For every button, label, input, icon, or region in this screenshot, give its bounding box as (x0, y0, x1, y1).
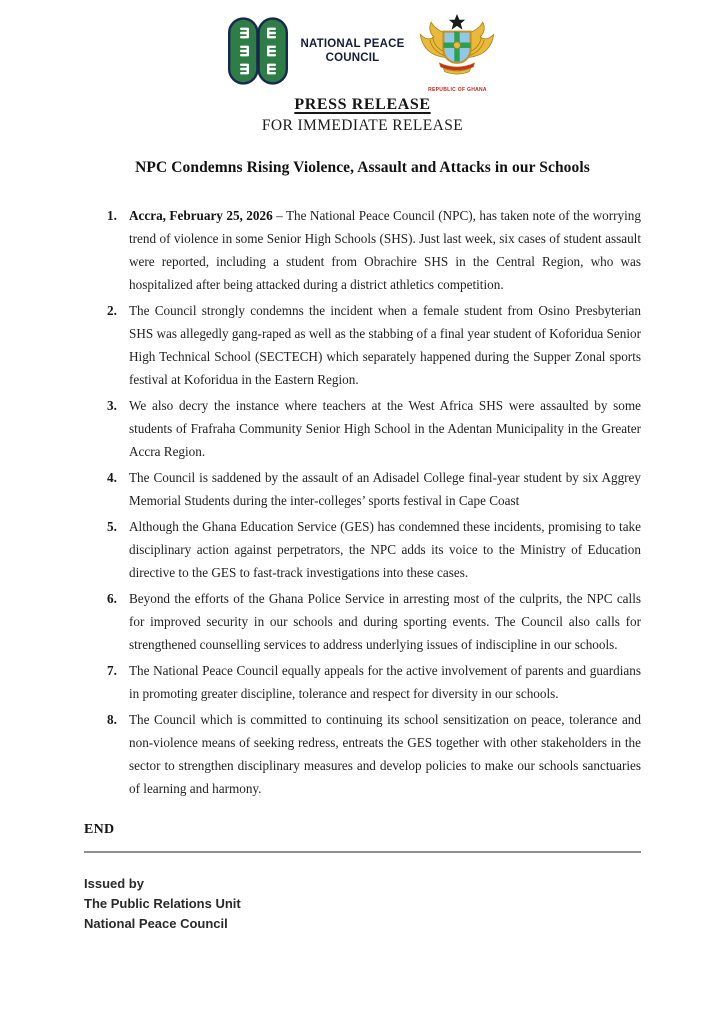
ghana-coat-of-arms-icon (416, 14, 498, 86)
list-item (107, 515, 641, 584)
separator-line (84, 851, 641, 853)
issued-by-block (84, 874, 641, 934)
item-text: The National Peace Council equally appeals for the active involvement of parents and guardians in promoting greater discipline, tolerance and respect for diversity in our schools. (129, 663, 641, 701)
item-text: The Council which is committed to continuing its school sensitization on peace, tolerance and non-violence means of seeking redress, entreats the GES together with other stakeholders in the sector to strengthen disciplinary measures and develop policies to make our schools sanctuaries of learning and harmony. (129, 712, 641, 796)
item-text: We also decry the instance where teachers at the West Africa SHS were assaulted by some students of Frafraha Community Senior High School in the Adentan Municipality in the Greater Accra Region. (129, 398, 641, 459)
logo-row (84, 14, 641, 94)
item-number: 4. (107, 470, 117, 485)
numbered-list (84, 204, 641, 800)
document-header (84, 14, 641, 135)
org-name-line1: NATIONAL PEACE (300, 38, 405, 50)
issued-by-line: Issued by (84, 876, 144, 891)
npc-adinkra-logo-icon (225, 14, 291, 88)
immediate-release-line: FOR IMMEDIATE RELEASE (261, 117, 464, 134)
item-number: 8. (107, 712, 117, 727)
coat-caption: REPUBLIC OF GHANA (428, 87, 487, 93)
item-body-text: – The National Peace Council (NPC), has taken note of the worrying trend of violence in some Senior High Schools (SHS). Just last week, six cases of student assault were reported, including a student from Obrachire SHS in the Central Region, who was hospitalized after being attacked during a district athletics competition. (129, 208, 641, 292)
list-item (107, 394, 641, 463)
list-item (107, 299, 641, 391)
list-item (107, 659, 641, 705)
item-number: 3. (107, 398, 117, 413)
page-title: NPC Condemns Rising Violence, Assault and Attacks in our Schools (135, 159, 590, 176)
item-text: The Council is saddened by the assault of an Adisadel College final-year student by six Aggrey Memorial Students during the inter-colleges’ sports festival in Cape Coast (129, 470, 641, 508)
item-number: 7. (107, 663, 117, 678)
item-number: 2. (107, 303, 117, 318)
issuing-unit-line: The Public Relations Unit (84, 896, 241, 911)
press-release-heading: PRESS RELEASE (294, 96, 431, 113)
org-name-line2: COUNCIL (325, 51, 380, 64)
list-item (107, 466, 641, 512)
item-text (129, 204, 641, 296)
list-item (107, 204, 641, 296)
list-item (107, 587, 641, 656)
end-label: END (84, 822, 115, 837)
item-text: Although the Ghana Education Service (GES) has condemned these incidents, promising to take disciplinary action against perpetrators, the NPC adds its voice to the Ministry of Education directive to the GES to fast-track investigations into these cases. (129, 519, 641, 580)
item-text: Beyond the efforts of the Ghana Police Service in arresting most of the culprits, the NPC calls for improved security in our schools and during sporting events. The Council also calls for strengthened counselling services to address underlying issues of indiscipline in our schools. (129, 591, 641, 652)
item-bold-lead: Accra, February 25, 2026 (129, 208, 273, 223)
item-number: 5. (107, 519, 117, 534)
item-number: 6. (107, 591, 117, 606)
coat-of-arms-wrap (414, 14, 500, 93)
issuing-org-line: National Peace Council (84, 916, 228, 931)
item-number: 1. (107, 208, 117, 223)
item-text: The Council strongly condemns the incident when a female student from Osino Presbyterian SHS was allegedly gang-raped as well as the stabbing of a final year student of Koforidua Senior High Technical School (SECTECH) which separately happened during the Supper Zonal sports festival at Koforidua in the Eastern Region. (129, 303, 641, 387)
org-name (301, 38, 405, 65)
list-item (107, 708, 641, 800)
